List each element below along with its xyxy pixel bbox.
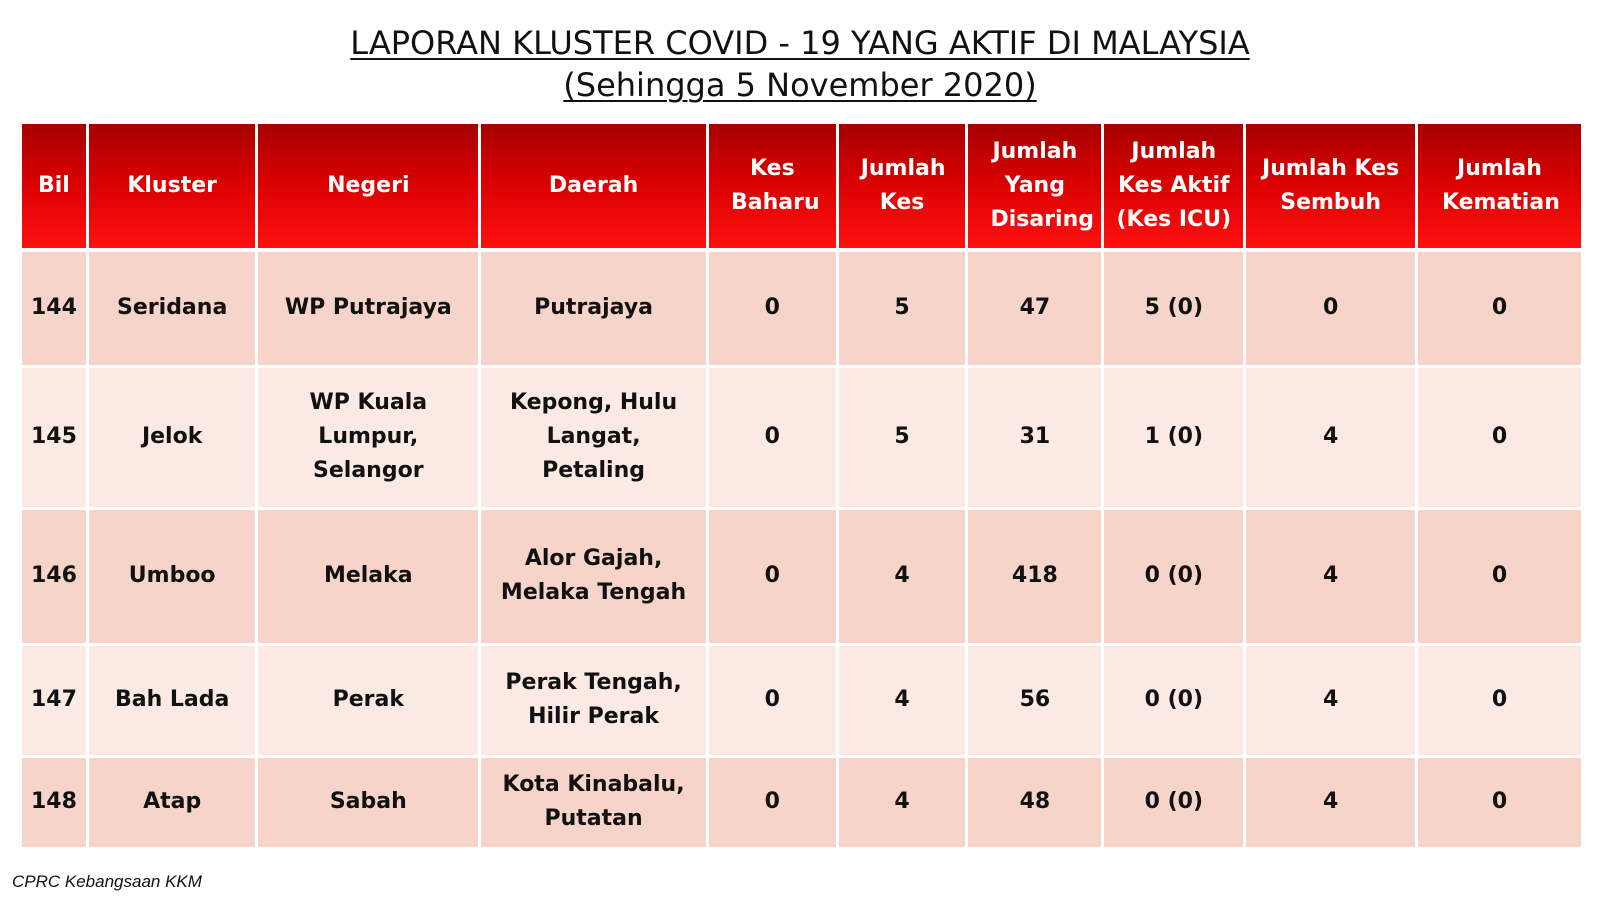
cell-jumlah-aktif: 5 (0) — [1103, 250, 1245, 366]
cell-jumlah-kematian: 0 — [1416, 250, 1581, 366]
cell-negeri: WP Putrajaya — [257, 250, 480, 366]
cell-jumlah-sembuh: 4 — [1245, 508, 1417, 644]
cell-jumlah-sembuh: 4 — [1245, 366, 1417, 508]
cell-daerah: Alor Gajah, Melaka Tengah — [480, 508, 708, 644]
cell-jumlah-aktif: 0 (0) — [1103, 644, 1245, 756]
table-row — [22, 644, 1581, 756]
cell-kes-baharu: 0 — [707, 366, 837, 508]
cell-bil: 147 — [22, 644, 87, 756]
cell-kluster: Umboo — [87, 508, 257, 644]
cell-jumlah-kes: 5 — [837, 366, 967, 508]
cell-jumlah-disaring: 48 — [967, 756, 1103, 848]
header-jumlah-aktif: Jumlah Kes Aktif (Kes ICU) — [1103, 124, 1245, 250]
cell-daerah: Kota Kinabalu, Putatan — [480, 756, 708, 848]
table-row — [22, 756, 1581, 848]
cell-jumlah-aktif: 1 (0) — [1103, 366, 1245, 508]
cell-jumlah-kes: 4 — [837, 644, 967, 756]
source-note: CPRC Kebangsaan KKM — [12, 872, 202, 891]
cell-jumlah-aktif: 0 (0) — [1103, 756, 1245, 848]
cell-bil: 146 — [22, 508, 87, 644]
cell-jumlah-kes: 4 — [837, 508, 967, 644]
cell-jumlah-disaring: 418 — [967, 508, 1103, 644]
cell-jumlah-kes: 4 — [837, 756, 967, 848]
cell-kes-baharu: 0 — [707, 508, 837, 644]
cell-bil: 145 — [22, 366, 87, 508]
cell-kes-baharu: 0 — [707, 756, 837, 848]
cell-jumlah-kes: 5 — [837, 250, 967, 366]
cell-kluster: Jelok — [87, 366, 257, 508]
report-title — [0, 22, 1600, 106]
cell-kluster: Bah Lada — [87, 644, 257, 756]
cell-jumlah-kematian: 0 — [1416, 366, 1581, 508]
table-header-row — [22, 124, 1581, 250]
cell-kluster: Seridana — [87, 250, 257, 366]
cell-jumlah-sembuh: 0 — [1245, 250, 1417, 366]
cell-jumlah-kematian: 0 — [1416, 756, 1581, 848]
report-title-line1: LAPORAN KLUSTER COVID - 19 YANG AKTIF DI MALAYSIA — [350, 24, 1250, 62]
cell-jumlah-aktif: 0 (0) — [1103, 508, 1245, 644]
cell-kes-baharu: 0 — [707, 250, 837, 366]
header-kluster: Kluster — [87, 124, 257, 250]
header-kes-baharu: Kes Baharu — [707, 124, 837, 250]
cell-daerah: Kepong, Hulu Langat, Petaling — [480, 366, 708, 508]
cell-jumlah-disaring: 31 — [967, 366, 1103, 508]
report-title-line2: (Sehingga 5 November 2020) — [563, 66, 1037, 104]
cell-daerah: Putrajaya — [480, 250, 708, 366]
cell-bil: 144 — [22, 250, 87, 366]
cell-jumlah-sembuh: 4 — [1245, 644, 1417, 756]
table-row — [22, 250, 1581, 366]
cell-negeri: Melaka — [257, 508, 480, 644]
cell-jumlah-kematian: 0 — [1416, 644, 1581, 756]
cell-jumlah-disaring: 47 — [967, 250, 1103, 366]
cell-jumlah-kematian: 0 — [1416, 508, 1581, 644]
header-jumlah-kematian: Jumlah Kematian — [1416, 124, 1581, 250]
cell-bil: 148 — [22, 756, 87, 848]
cell-jumlah-sembuh: 4 — [1245, 756, 1417, 848]
cell-negeri: Perak — [257, 644, 480, 756]
table-row — [22, 508, 1581, 644]
header-jumlah-sembuh: Jumlah Kes Sembuh — [1245, 124, 1417, 250]
cell-negeri: Sabah — [257, 756, 480, 848]
cell-kluster: Atap — [87, 756, 257, 848]
cell-kes-baharu: 0 — [707, 644, 837, 756]
header-jumlah-disaring: Jumlah Yang Disaring — [967, 124, 1103, 250]
cell-negeri: WP Kuala Lumpur, Selangor — [257, 366, 480, 508]
header-jumlah-kes: Jumlah Kes — [837, 124, 967, 250]
cluster-table — [22, 124, 1581, 850]
table-row — [22, 366, 1581, 508]
cell-jumlah-disaring: 56 — [967, 644, 1103, 756]
header-daerah: Daerah — [480, 124, 708, 250]
cell-daerah: Perak Tengah, Hilir Perak — [480, 644, 708, 756]
header-bil: Bil — [22, 124, 87, 250]
header-negeri: Negeri — [257, 124, 480, 250]
